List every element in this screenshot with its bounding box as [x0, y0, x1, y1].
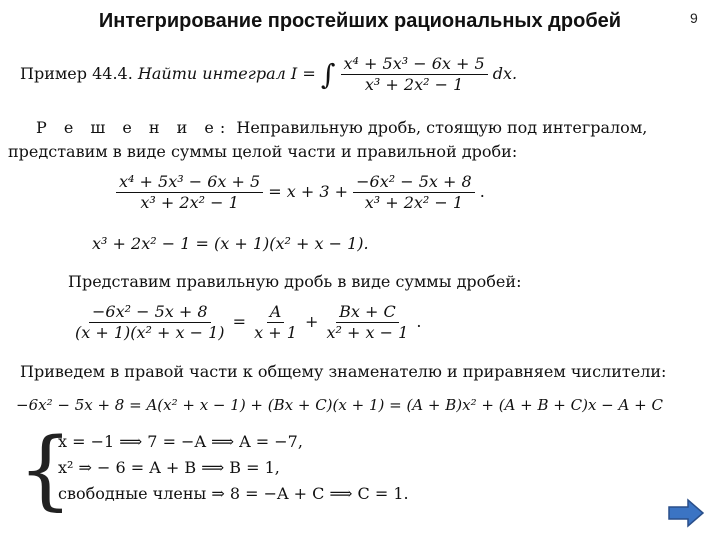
equation-1 — [116, 172, 485, 213]
eq3-a-denominator: x + 1 — [254, 323, 297, 342]
system-brace: { — [18, 420, 73, 520]
system-line-3: свободные члены ⇒ 8 = −A + C ⟹ C = 1. — [58, 484, 409, 503]
eq1-end: . — [479, 182, 485, 201]
page-number: 9 — [690, 10, 698, 26]
solution-line-2: представим в виде суммы целой части и правильной дроби: — [8, 142, 518, 161]
eq1-right-fraction — [353, 172, 475, 213]
system-line-2: x² ⇒ − 6 = A + B ⟹ B = 1, — [58, 458, 280, 477]
eq3-a-numerator: A — [267, 302, 285, 323]
eq3-b-fraction — [324, 302, 412, 343]
example-fraction — [341, 54, 488, 95]
eq1-left-fraction — [116, 172, 263, 213]
example-denominator: x³ + 2x² − 1 — [364, 75, 464, 94]
solution-line-1 — [36, 118, 647, 137]
example-lhs: I = — [290, 64, 316, 83]
eq1-right-denominator: x³ + 2x² − 1 — [364, 193, 464, 212]
eq1-right-numerator: −6x² − 5x + 8 — [353, 172, 475, 193]
arrow-right-icon — [668, 498, 704, 528]
eq3-a-fraction — [251, 302, 300, 343]
example-label: Пример 44.4. — [20, 64, 133, 83]
eq3-b-numerator: Bx + C — [336, 302, 399, 323]
eq1-left-numerator: x⁴ + 5x³ − 6x + 5 — [116, 172, 263, 193]
integral-sign: ∫ — [320, 58, 336, 91]
example-task: Найти интеграл — [137, 64, 286, 83]
eq3-plus: + — [305, 312, 319, 331]
system-line-1: x = −1 ⟹ 7 = −A ⟹ A = −7, — [58, 432, 303, 451]
next-slide-button[interactable] — [668, 498, 704, 528]
eq3-left-denominator: (x + 1)(x² + x − 1) — [75, 323, 225, 342]
equation-3 — [72, 302, 422, 343]
example-dx: dx. — [492, 64, 518, 83]
eq1-left-denominator: x³ + 2x² − 1 — [140, 193, 239, 212]
eq3-left-fraction — [72, 302, 228, 343]
eq3-end: . — [416, 312, 422, 331]
example-numerator: x⁴ + 5x³ − 6x + 5 — [341, 54, 488, 75]
example-line — [20, 54, 517, 95]
equation-4: −6x² − 5x + 8 = A(x² + x − 1) + (Bx + C)(x + 1) = (A + B)x² + (A + B + C)x − A + C — [16, 396, 663, 414]
eq1-middle: = x + 3 + — [268, 182, 349, 201]
eq3-equals: = — [232, 312, 247, 331]
solution-text-1: Неправильную дробь, стоящую под интегралом, — [236, 118, 648, 137]
equation-2: x³ + 2x² − 1 = (x + 1)(x² + x − 1). — [92, 234, 369, 253]
text-3: Представим правильную дробь в виде суммы дробей: — [68, 272, 522, 291]
eq3-b-denominator: x² + x − 1 — [326, 323, 409, 342]
page-title: Интегрирование простейших рациональных дробей — [98, 10, 622, 32]
solution-label: Р е ш е н и е: — [36, 118, 232, 137]
eq3-left-numerator: −6x² − 5x + 8 — [89, 302, 211, 323]
text-4: Приведем в правой части к общему знаменателю и приравняем числители: — [20, 362, 667, 381]
